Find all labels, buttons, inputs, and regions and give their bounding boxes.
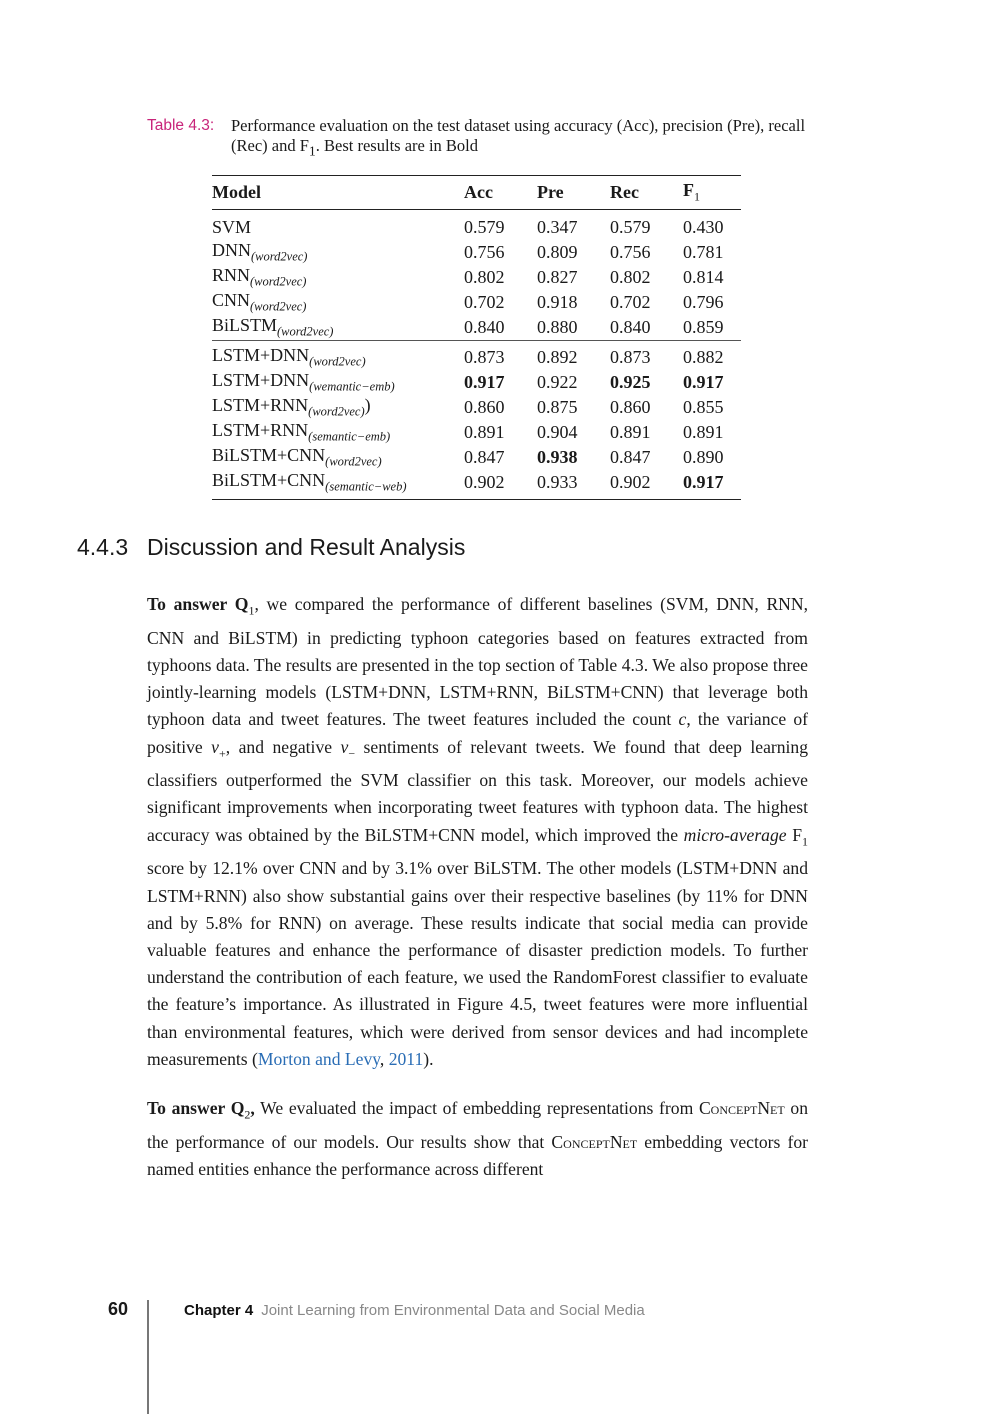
header-acc: Acc — [464, 182, 493, 202]
best-cell: 0.917 — [683, 372, 724, 392]
table-row: $BiLSTM+CNN_{(semantic-web)}$ 0.902 0.933 0.902 0.917 — [212, 470, 741, 500]
chapter-label: Chapter 4 — [184, 1302, 254, 1319]
header-pre: Pre — [537, 182, 564, 202]
joint-model-rows — [212, 341, 741, 500]
table-row: $LSTM+DNN_{(word2vec)}$ 0.873 0.892 0.873 0.882 — [212, 345, 724, 369]
best-cell: 0.917 — [683, 472, 724, 492]
citation-link-year[interactable]: 2011 — [388, 1048, 424, 1069]
chapter-title: Joint Learning from Environmental Data and Social Media — [261, 1302, 645, 1319]
table-row: $CNN_{(word2vec)}$ 0.702 0.918 0.702 0.796 — [212, 290, 724, 314]
table-caption — [147, 116, 817, 161]
table-caption-text: Performance evaluation on the test dataset using accuracy (Acc), precision (Pre), recall (Rec) and $F_1$. Best results are in Bold — [231, 116, 806, 159]
section-heading — [77, 534, 465, 561]
table-caption-label: Table 4.3: — [147, 117, 215, 134]
results-table — [212, 175, 741, 500]
paragraph-q2: To answer $Q_2$, We evaluated the impact of embedding representations from ConceptNet on the performance of our models. Our results show that ConceptNet embedding vectors for named entities enhance the performance across different — [147, 1098, 808, 1179]
page-number: 60 — [108, 1299, 129, 1319]
header-rec: Rec — [610, 182, 639, 202]
baseline-rows — [212, 210, 741, 341]
header-f1: $F_1$ — [683, 180, 700, 204]
best-cell: 0.925 — [610, 372, 651, 392]
table-row: $DNN_{(word2vec)}$ 0.756 0.809 0.756 0.781 — [212, 240, 724, 264]
paragraph-q1: To answer $Q_1$, we compared the performance of different baselines (SVM, DNN, RNN, CNN and BiLSTM) in predicting typhoon categories based on features extracted from typhoons data. The results are presented in the top section of Table 4.3. We also propose three jointly-learning models (LSTM+DNN, LSTM+RNN, BiLSTM+CNN) that leverage both typhoon data and tweet features. The tweet features included the count c, the variance of positive $v_+$, and negative $v_-$ sentiments of relevant tweets. We found that deep learning classifiers outperformed the SVM classifier on this task. Moreover, our models achieve significant improvements when incorporating tweet features with typhoon data. The highest accuracy was obtained by the BiLSTM+CNN model, which improved the micro-average $F_1$ score by 12.1% over CNN and by 3.1% over BiLSTM. The other models (LSTM+DNN and LSTM+RNN) also show substantial gains over their respective baselines (by 11% for DNN and by 5.8% for RNN) on average. These results indicate that social media can provide valuable features and enhance the performance of disaster prediction models. To further understand the contribution of each feature, we used the RandomForest classifier to evaluate the feature’s importance. As illustrated in Figure 4.5, tweet features were more influential than environmental features, which were derived from sensor devices and had incomplete measurements (Morton and Levy, 2011). — [147, 594, 809, 1069]
table-row: BiLSTM$_{(word2vec)}$ 0.840 0.880 0.840 0.859 — [212, 315, 724, 339]
running-footer — [184, 1302, 645, 1319]
table-row: $LSTM+DNN_{(wemantic-emb)}$ 0.917 0.922 0.925 0.917 — [212, 370, 741, 395]
table-row: $LSTM+RNN_{(word2vec)}$) 0.860 0.875 0.860 0.855 — [212, 395, 724, 419]
table-row: $LSTM+RNN_{(semantic-emb)}$ 0.891 0.904 0.891 0.891 — [212, 420, 724, 444]
best-cell: 0.938 — [537, 447, 578, 467]
table-row: $BiLSTM+CNN_{(word2vec)}$ 0.847 0.938 0.847 0.890 — [212, 445, 724, 469]
table-row: $RNN_{(word2vec)}$ 0.802 0.827 0.802 0.814 — [212, 265, 724, 289]
table-header-row — [212, 176, 741, 210]
best-cell: 0.917 — [464, 372, 505, 392]
section-title: Discussion and Result Analysis — [147, 534, 466, 560]
footer-divider — [147, 1300, 149, 1414]
header-model: Model — [212, 182, 261, 202]
table-row: SVM 0.579 0.347 0.579 0.430 — [212, 217, 724, 237]
citation-link-authors[interactable]: Morton and Levy — [257, 1048, 380, 1069]
section-number: 4.4.3 — [77, 534, 129, 560]
